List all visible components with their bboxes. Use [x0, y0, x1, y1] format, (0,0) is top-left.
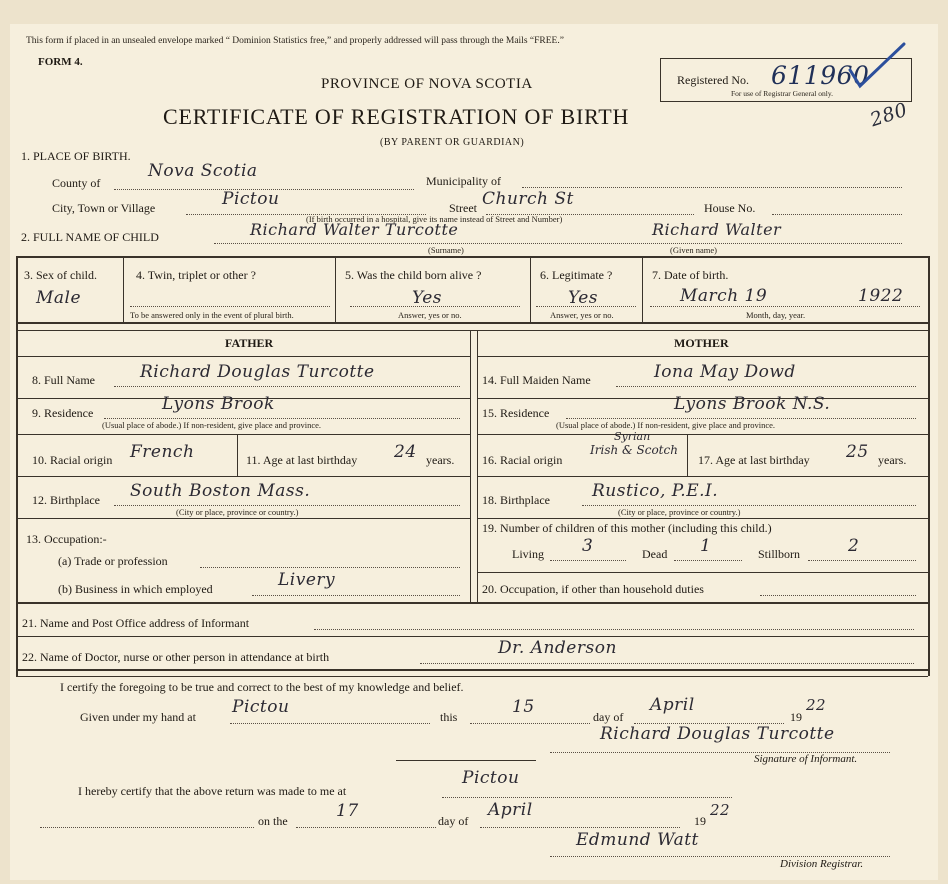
- mother-years-label: years.: [878, 453, 907, 467]
- mother-occupation-label: 20. Occupation, if other than household duties: [482, 582, 704, 596]
- rule: [642, 256, 643, 322]
- given-place-line: [230, 723, 430, 724]
- occupation-heading: 13. Occupation:-: [26, 532, 107, 546]
- division-registrar-caption: Division Registrar.: [780, 858, 864, 870]
- mother-name-line: [616, 386, 916, 387]
- rule: [477, 476, 928, 477]
- date-of-birth-year: 1922: [858, 286, 904, 306]
- this-day-value: 15: [512, 697, 535, 717]
- alive-value: Yes: [412, 288, 443, 308]
- county-value: Nova Scotia: [148, 161, 258, 181]
- rule: [928, 256, 930, 676]
- street-label: Street: [449, 201, 477, 215]
- given-name-caption: (Given name): [670, 245, 717, 255]
- father-racial-label: 10. Racial origin: [32, 453, 113, 467]
- mother-name-value: Iona May Dowd: [654, 362, 796, 382]
- rule: [16, 356, 470, 357]
- mother-birthplace-value: Rustico, P.E.I.: [592, 481, 719, 501]
- rule: [16, 518, 470, 519]
- child-name-line: [214, 243, 902, 244]
- twin-note: To be answered only in the event of plural birth.: [130, 310, 294, 320]
- street-value: Church St: [482, 189, 574, 209]
- registrar-use-note: For use of Registrar General only.: [731, 89, 833, 98]
- date-of-birth-label: 7. Date of birth.: [652, 268, 729, 282]
- sex-label: 3. Sex of child.: [24, 268, 97, 282]
- surname-caption: (Surname): [428, 245, 464, 255]
- mother-birthplace-line: [582, 505, 916, 506]
- registrar-signature: Edmund Watt: [576, 830, 699, 850]
- father-name-label: 8. Full Name: [32, 373, 95, 387]
- house-no-line: [772, 214, 902, 215]
- rule: [123, 256, 124, 322]
- business-line: [252, 595, 460, 596]
- father-birthplace-label: 12. Birthplace: [32, 493, 100, 507]
- mother-age-label: 17. Age at last birthday: [698, 453, 810, 467]
- father-residence-value: Lyons Brook: [162, 394, 275, 414]
- alive-label: 5. Was the child born alive ?: [345, 268, 482, 282]
- rule: [16, 676, 928, 677]
- legitimate-note: Answer, yes or no.: [550, 310, 614, 320]
- rule: [477, 330, 478, 602]
- father-years-label: years.: [426, 453, 455, 467]
- living-value: 3: [582, 536, 594, 556]
- this-label: this: [440, 710, 458, 724]
- mother-racial-extra: Syrian: [614, 430, 651, 443]
- twin-line: [130, 306, 330, 307]
- doctor-value: Dr. Anderson: [498, 638, 617, 658]
- registrar-year-value: 22: [710, 801, 731, 819]
- registrar-day-line: [296, 827, 436, 828]
- child-surname-value: Richard Walter Turcotte: [250, 220, 459, 239]
- mother-racial-value: Irish & Scotch: [590, 443, 678, 457]
- registrar-signature-line: [550, 856, 890, 857]
- living-label: Living: [512, 547, 544, 561]
- separator-rule: [396, 760, 536, 761]
- legitimate-label: 6. Legitimate ?: [540, 268, 613, 282]
- registered-label: Registered No.: [677, 73, 749, 87]
- given-place-value: Pictou: [232, 697, 290, 717]
- rule: [16, 669, 928, 671]
- registrar-place-line: [442, 797, 732, 798]
- father-heading: FATHER: [225, 336, 274, 350]
- day-of-label: day of: [593, 710, 624, 724]
- registrar-on-line: [40, 827, 254, 828]
- father-age-label: 11. Age at last birthday: [246, 453, 358, 467]
- registrar-place-value: Pictou: [462, 768, 520, 788]
- alive-line: [350, 306, 520, 307]
- dead-line: [674, 560, 742, 561]
- registered-number: 611960: [771, 61, 870, 90]
- date-of-birth-value: March 19: [680, 286, 768, 306]
- trade-label: (a) Trade or profession: [58, 554, 168, 568]
- form-number: FORM 4.: [38, 56, 83, 68]
- children-count-label: 19. Number of children of this mother (including this child.): [482, 521, 772, 535]
- mother-residence-note: (Usual place of abode.) If non-resident, give place and province.: [556, 420, 776, 430]
- county-label: County of: [52, 176, 101, 190]
- rule: [16, 256, 928, 258]
- father-residence-note: (Usual place of abode.) If non-resident, give place and province.: [102, 420, 322, 430]
- municipality-line: [522, 187, 902, 188]
- mother-racial-label: 16. Racial origin: [482, 453, 563, 467]
- informant-signature-caption: Signature of Informant.: [754, 753, 858, 765]
- rule: [237, 434, 238, 476]
- attendant-label: 22. Name of Doctor, nurse or other person in attendance at birth: [22, 650, 330, 664]
- dead-value: 1: [700, 536, 712, 556]
- stillborn-line: [808, 560, 916, 561]
- mother-residence-line: [566, 418, 916, 419]
- certify-statement: I certify the foregoing to be true and correct to the best of my knowledge and belief.: [60, 680, 464, 694]
- birth-certificate: [10, 24, 938, 880]
- year-prefix: 19: [790, 710, 802, 724]
- rule: [16, 322, 928, 324]
- date-line: [650, 306, 920, 307]
- rule: [477, 572, 928, 573]
- child-given-value: Richard Walter: [652, 220, 782, 239]
- given-under-hand-label: Given under my hand at: [80, 710, 196, 724]
- province-heading: PROVINCE OF NOVA SCOTIA: [321, 76, 533, 92]
- registrar-month-value: April: [488, 800, 533, 820]
- corner-note: 280: [867, 98, 911, 132]
- rule: [16, 434, 470, 435]
- twin-label: 4. Twin, triplet or other ?: [136, 268, 256, 282]
- informant-address-line: [314, 629, 914, 630]
- rule: [335, 256, 336, 322]
- city-value: Pictou: [222, 189, 280, 209]
- mother-age-value: 25: [846, 442, 869, 462]
- year-value: 22: [806, 696, 827, 714]
- rule: [687, 434, 688, 476]
- rule: [470, 330, 471, 602]
- mother-birthplace-note: (City or place, province or country.): [618, 507, 741, 517]
- house-no-label: House No.: [704, 201, 756, 215]
- date-note: Month, day, year.: [746, 310, 806, 320]
- rule: [477, 356, 928, 357]
- alive-note: Answer, yes or no.: [398, 310, 462, 320]
- mother-residence-label: 15. Residence: [482, 406, 550, 420]
- registrar-day-value: 17: [336, 801, 359, 821]
- mother-residence-value: Lyons Brook N.S.: [674, 394, 831, 414]
- mother-heading: MOTHER: [674, 336, 729, 350]
- mother-occupation-line: [760, 595, 916, 596]
- father-birthplace-line: [114, 505, 460, 506]
- informant-address-label: 21. Name and Post Office address of Informant: [22, 616, 250, 630]
- rule: [477, 518, 928, 519]
- city-label: City, Town or Village: [52, 201, 156, 215]
- registrar-statement: I hereby certify that the above return was made to me at: [78, 784, 347, 798]
- rule: [16, 636, 928, 637]
- stillborn-label: Stillborn: [758, 547, 801, 561]
- father-age-value: 24: [394, 442, 417, 462]
- living-line: [550, 560, 626, 561]
- dead-label: Dead: [642, 547, 668, 561]
- hospital-note: (If birth occurred in a hospital, give its name instead of Street and Number): [306, 214, 563, 224]
- rule: [530, 256, 531, 322]
- registrar-day-of-label: day of: [438, 814, 469, 828]
- rule: [477, 434, 928, 435]
- business-label: (b) Business in which employed: [58, 582, 213, 596]
- father-birthplace-note: (City or place, province or country.): [176, 507, 299, 517]
- father-birthplace-value: South Boston Mass.: [130, 481, 311, 501]
- father-residence-line: [104, 418, 460, 419]
- father-name-line: [114, 386, 460, 387]
- month-value: April: [650, 695, 695, 715]
- place-of-birth-heading: 1. PLACE OF BIRTH.: [21, 149, 131, 163]
- mother-birthplace-label: 18. Birthplace: [482, 493, 550, 507]
- rule: [16, 330, 928, 331]
- this-day-line: [470, 723, 590, 724]
- sex-value: Male: [36, 288, 82, 308]
- certificate-title: CERTIFICATE OF REGISTRATION OF BIRTH: [163, 104, 630, 129]
- trade-line: [200, 567, 460, 568]
- rule: [16, 476, 470, 477]
- free-mail-notice: This form if placed in an unsealed envelope marked “ Dominion Statistics free,” and properly addressed will pass through the Mails “FREE.”: [26, 36, 564, 46]
- on-the-label: on the: [258, 814, 288, 828]
- child-name-label: 2. FULL NAME OF CHILD: [21, 230, 159, 244]
- father-residence-label: 9. Residence: [32, 406, 94, 420]
- certificate-subtitle: (BY PARENT OR GUARDIAN): [380, 137, 525, 148]
- rule: [16, 602, 928, 604]
- municipality-label: Municipality of: [426, 174, 501, 188]
- legitimate-line: [536, 306, 636, 307]
- informant-signature: Richard Douglas Turcotte: [600, 724, 835, 744]
- stillborn-value: 2: [848, 536, 860, 556]
- business-value: Livery: [278, 570, 336, 590]
- legitimate-value: Yes: [568, 288, 599, 308]
- father-name-value: Richard Douglas Turcotte: [140, 362, 375, 382]
- attendant-line: [420, 663, 914, 664]
- mother-name-label: 14. Full Maiden Name: [482, 373, 591, 387]
- father-racial-value: French: [130, 442, 195, 462]
- registrar-month-line: [480, 827, 680, 828]
- checkmark-icon: [846, 42, 908, 90]
- registrar-year-prefix: 19: [694, 814, 706, 828]
- rule: [16, 256, 18, 676]
